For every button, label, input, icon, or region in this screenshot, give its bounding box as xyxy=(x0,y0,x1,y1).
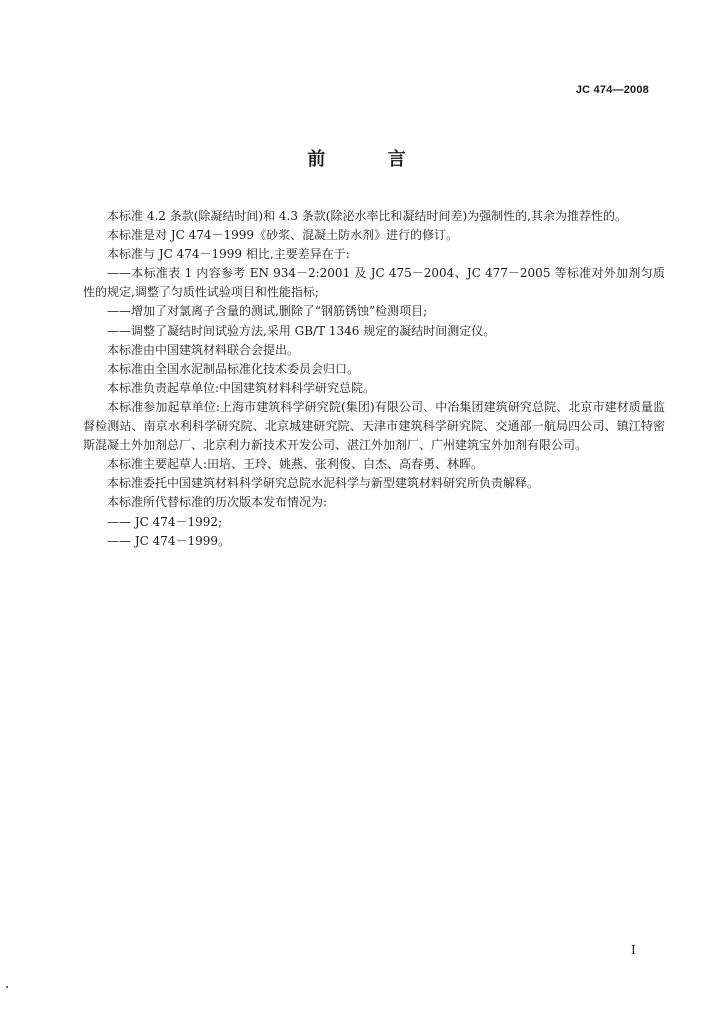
paragraph-administered-by: 本标准由全国水泥制品标准化技术委员会归口。 xyxy=(107,361,360,376)
paragraph-differences-intro: 本标准与 JC 474－1999 相比,主要差异在于: xyxy=(107,247,350,262)
paragraph-drafting-unit: 本标准负责起草单位:中国建筑材料科学研究总院。 xyxy=(107,380,376,395)
page-title: 前 言 xyxy=(307,149,434,170)
paragraph-drafters: 本标准主要起草人:田培、王玲、姚燕、张利俊、白杰、高春勇、林晖。 xyxy=(107,457,484,472)
page-number: I xyxy=(631,943,636,957)
paragraph-difference-2: ——增加了对氯离子含量的测试,删除了“钢筋锈蚀”检测项目; xyxy=(107,304,428,319)
paragraph-participating-units: 本标准参加起草单位:上海市建筑科学研究院(集团)有限公司、中冶集团建筑研究总院、北京市建材质量监督检测站、南京水利科学研究院、北京城建研究院、天津市建筑科学研究院、交通部一航局四公司、镇江特密斯混凝土外加剂总厂、北京利力新技术开发公司、湛江外加剂厂、广州建筑宝外加剂有限公司。 xyxy=(83,399,665,453)
paragraph-revision-of: 本标准是对 JC 474－1999《砂浆、混凝土防水剂》进行的修订。 xyxy=(107,228,459,243)
standard-code: JC 474—2008 xyxy=(575,84,649,96)
foreword-body xyxy=(83,207,665,551)
paragraph-mandatory-clauses: 本标准 4.2 条款(除凝结时间)和 4.3 条款(除泌水率比和凝结时间差)为强制性的,其余为推荐性的。 xyxy=(107,209,627,223)
paragraph-difference-1: ——本标准表 1 内容参考 EN 934－2:2001 及 JC 475－2004、JC 477－2005 等标准对外加剂匀质性的规定,调整了匀质性试验项目和性能指标; xyxy=(83,266,665,300)
paragraph-edition-1999: —— JC 474－1999。 xyxy=(107,533,231,548)
paragraph-previous-editions-intro: 本标准所代替标准的历次版本发布情况为: xyxy=(107,495,328,510)
scan-speck xyxy=(6,986,8,988)
paragraph-proposed-by: 本标准由中国建筑材料联合会提出。 xyxy=(107,342,300,357)
paragraph-difference-3: ——调整了凝结时间试验方法,采用 GB/T 1346 规定的凝结时间测定仪。 xyxy=(107,323,496,338)
paragraph-interpretation: 本标准委托中国建筑材料科学研究总院水泥科学与新型建筑材料研究所负责解释。 xyxy=(107,476,540,491)
paragraph-edition-1992: —— JC 474－1992; xyxy=(107,514,223,529)
